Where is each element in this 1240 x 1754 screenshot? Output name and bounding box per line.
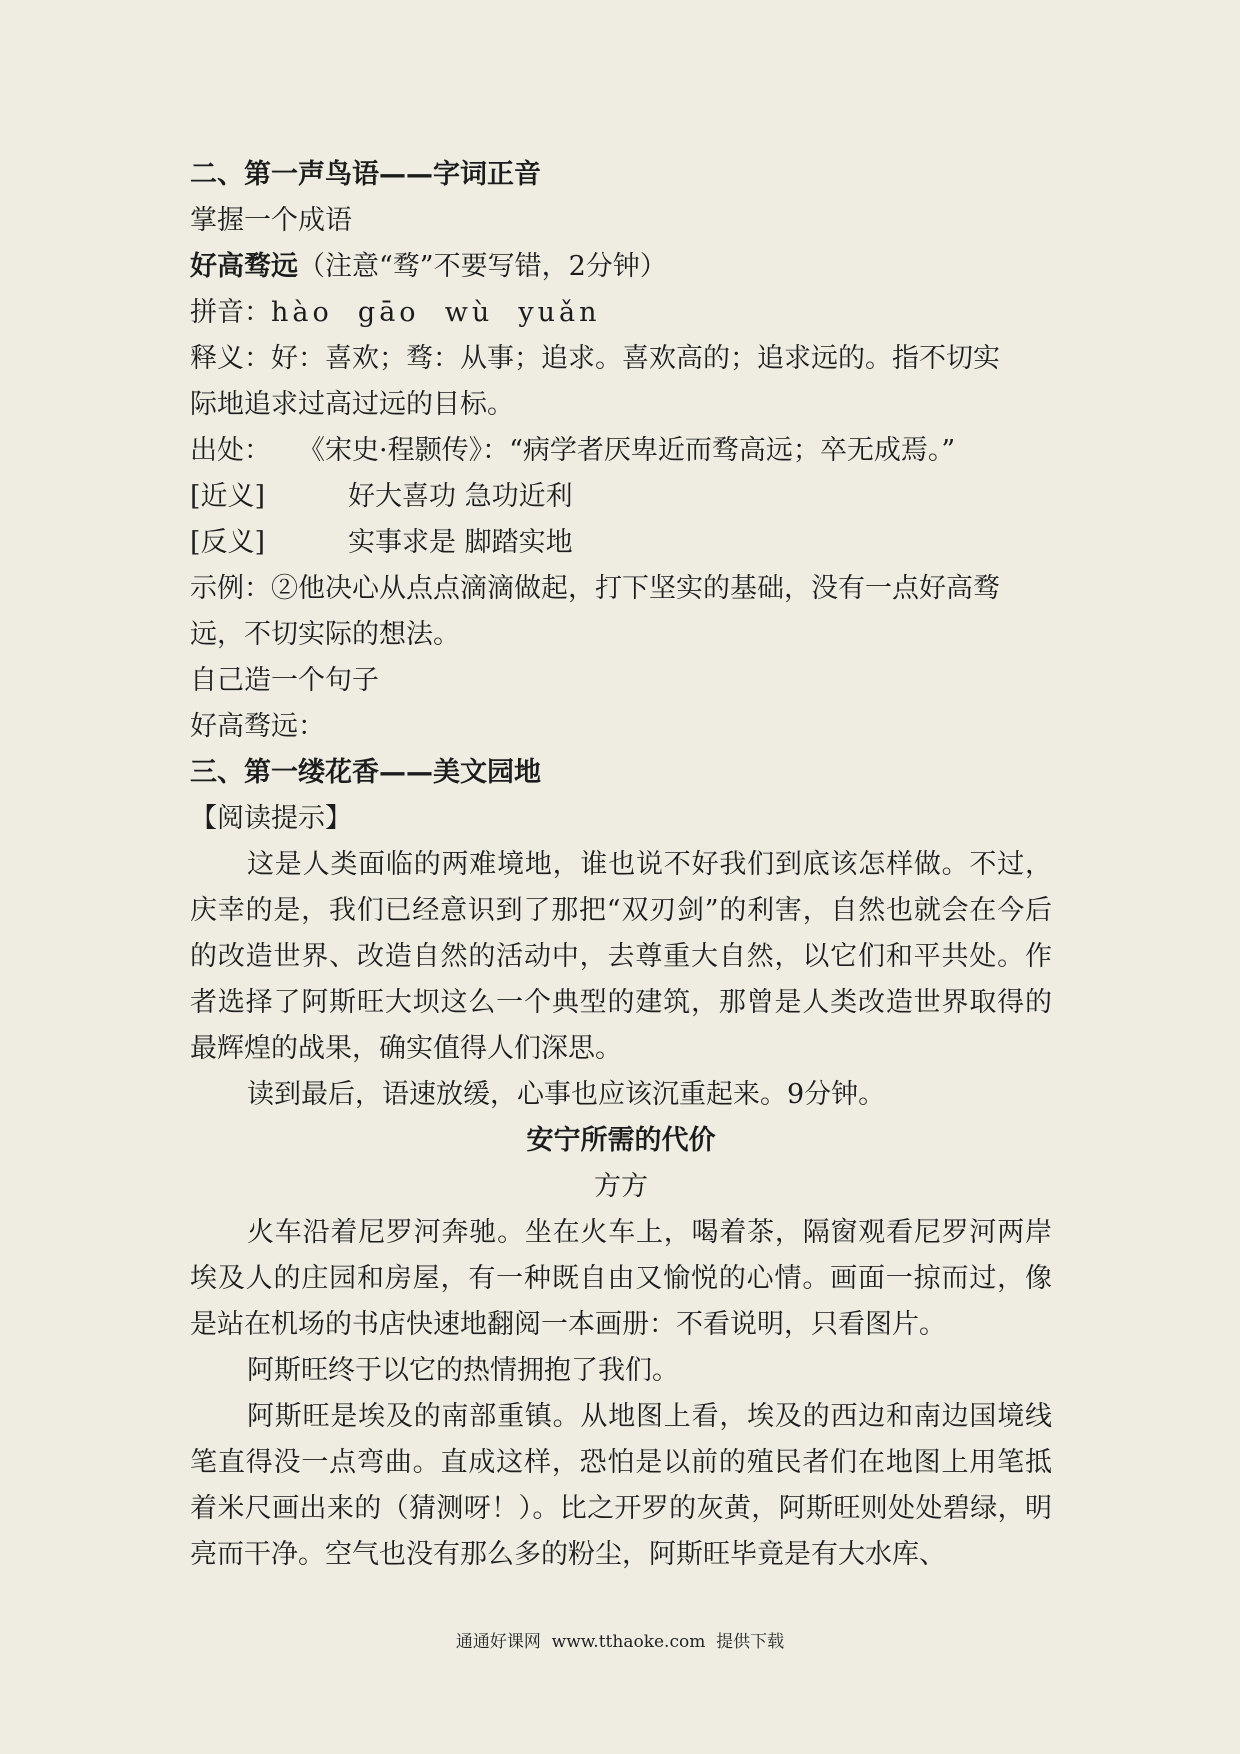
document-body [190,152,1052,1578]
tip-paragraph-2: 读到最后，语速放缓，心事也应该沉重起来。9分钟。 [247,1079,886,1110]
sentence-prompt: 好高骛远： [190,711,325,742]
reading-tip-text [190,842,1052,1118]
antonym-label: [反义] [190,527,266,558]
meaning-line-2: 际地追求过高过远的目标。 [190,389,514,420]
meaning-line-1: 释义：好：喜欢；骛：从事；追求。喜欢高的；追求远的。指不切实 [190,343,1000,374]
page-footer: 通通好课网 www.tthaoke.com 提供下载 [455,1632,785,1652]
article-paragraph-3: 阿斯旺是埃及的南部重镇。从地图上看，埃及的西边和南边国境线笔直得没一点弯曲。直成这样，恐怕是以前的殖民者们在地图上用笔抵着米尺画出来的（猜测呀！）。比之开罗的灰黄，阿斯旺则处处碧绿，明亮而干净。空气也没有那么多的粉尘，阿斯旺毕竟是有大水库、 [190,1401,1052,1570]
source-label: 出处： [190,435,271,466]
example-line-2: 远，不切实际的想法。 [190,619,460,650]
section2-heading: 二、第一声鸟语——字词正音 [190,159,541,190]
tip-paragraph-1: 这是人类面临的两难境地，谁也说不好我们到底该怎样做。不过，庆幸的是，我们已经意识到了那把“双刃剑”的利害，自然也就会在今后的改造世界、改造自然的活动中，去尊重大自然，以它们和平共处。作者选择了阿斯旺大坝这么一个典型的建筑，那曾是人类改造世界取得的最辉煌的战果，确实值得人们深思。 [190,849,1052,1064]
make-sentence-label: 自己造一个句子 [190,665,379,696]
reading-tip-label: 【阅读提示】 [190,803,352,834]
pinyin-label: 拼音： [190,297,271,328]
pinyin-line [190,290,1052,336]
synonym-text: 好大喜功 急功近利 [348,481,573,512]
section3-heading: 三、第一缕花香——美文园地 [190,757,541,788]
pinyin-text: hào gāo wù yuǎn [271,297,601,328]
idiom-term: 好高骛远 [190,251,298,282]
master-idiom-label: 掌握一个成语 [190,205,352,236]
synonym-line [190,474,1052,520]
synonym-label: [近义] [190,481,266,512]
article-paragraph-2: 阿斯旺终于以它的热情拥抱了我们。 [247,1355,679,1386]
antonym-line [190,520,1052,566]
article-title: 安宁所需的代价 [526,1125,716,1156]
idiom-note: （注意“骛”不要写错，2分钟） [298,251,667,282]
example-line-1: 示例：②他决心从点点滴滴做起，打下坚实的基础，没有一点好高骛 [190,573,1000,604]
idiom-line [190,244,1052,290]
source-line [190,428,1052,474]
article-author: 方方 [594,1171,648,1202]
article-body [190,1210,1052,1578]
source-text: 《宋史·程颢传》：“病学者厌卑近而骛高远；卒无成焉。” [298,435,956,466]
antonym-text: 实事求是 脚踏实地 [348,527,573,558]
article-paragraph-1: 火车沿着尼罗河奔驰。坐在火车上，喝着茶，隔窗观看尼罗河两岸埃及人的庄园和房屋，有一种既自由又愉悦的心情。画面一掠而过，像是站在机场的书店快速地翻阅一本画册：不看说明，只看图片。 [190,1217,1052,1340]
